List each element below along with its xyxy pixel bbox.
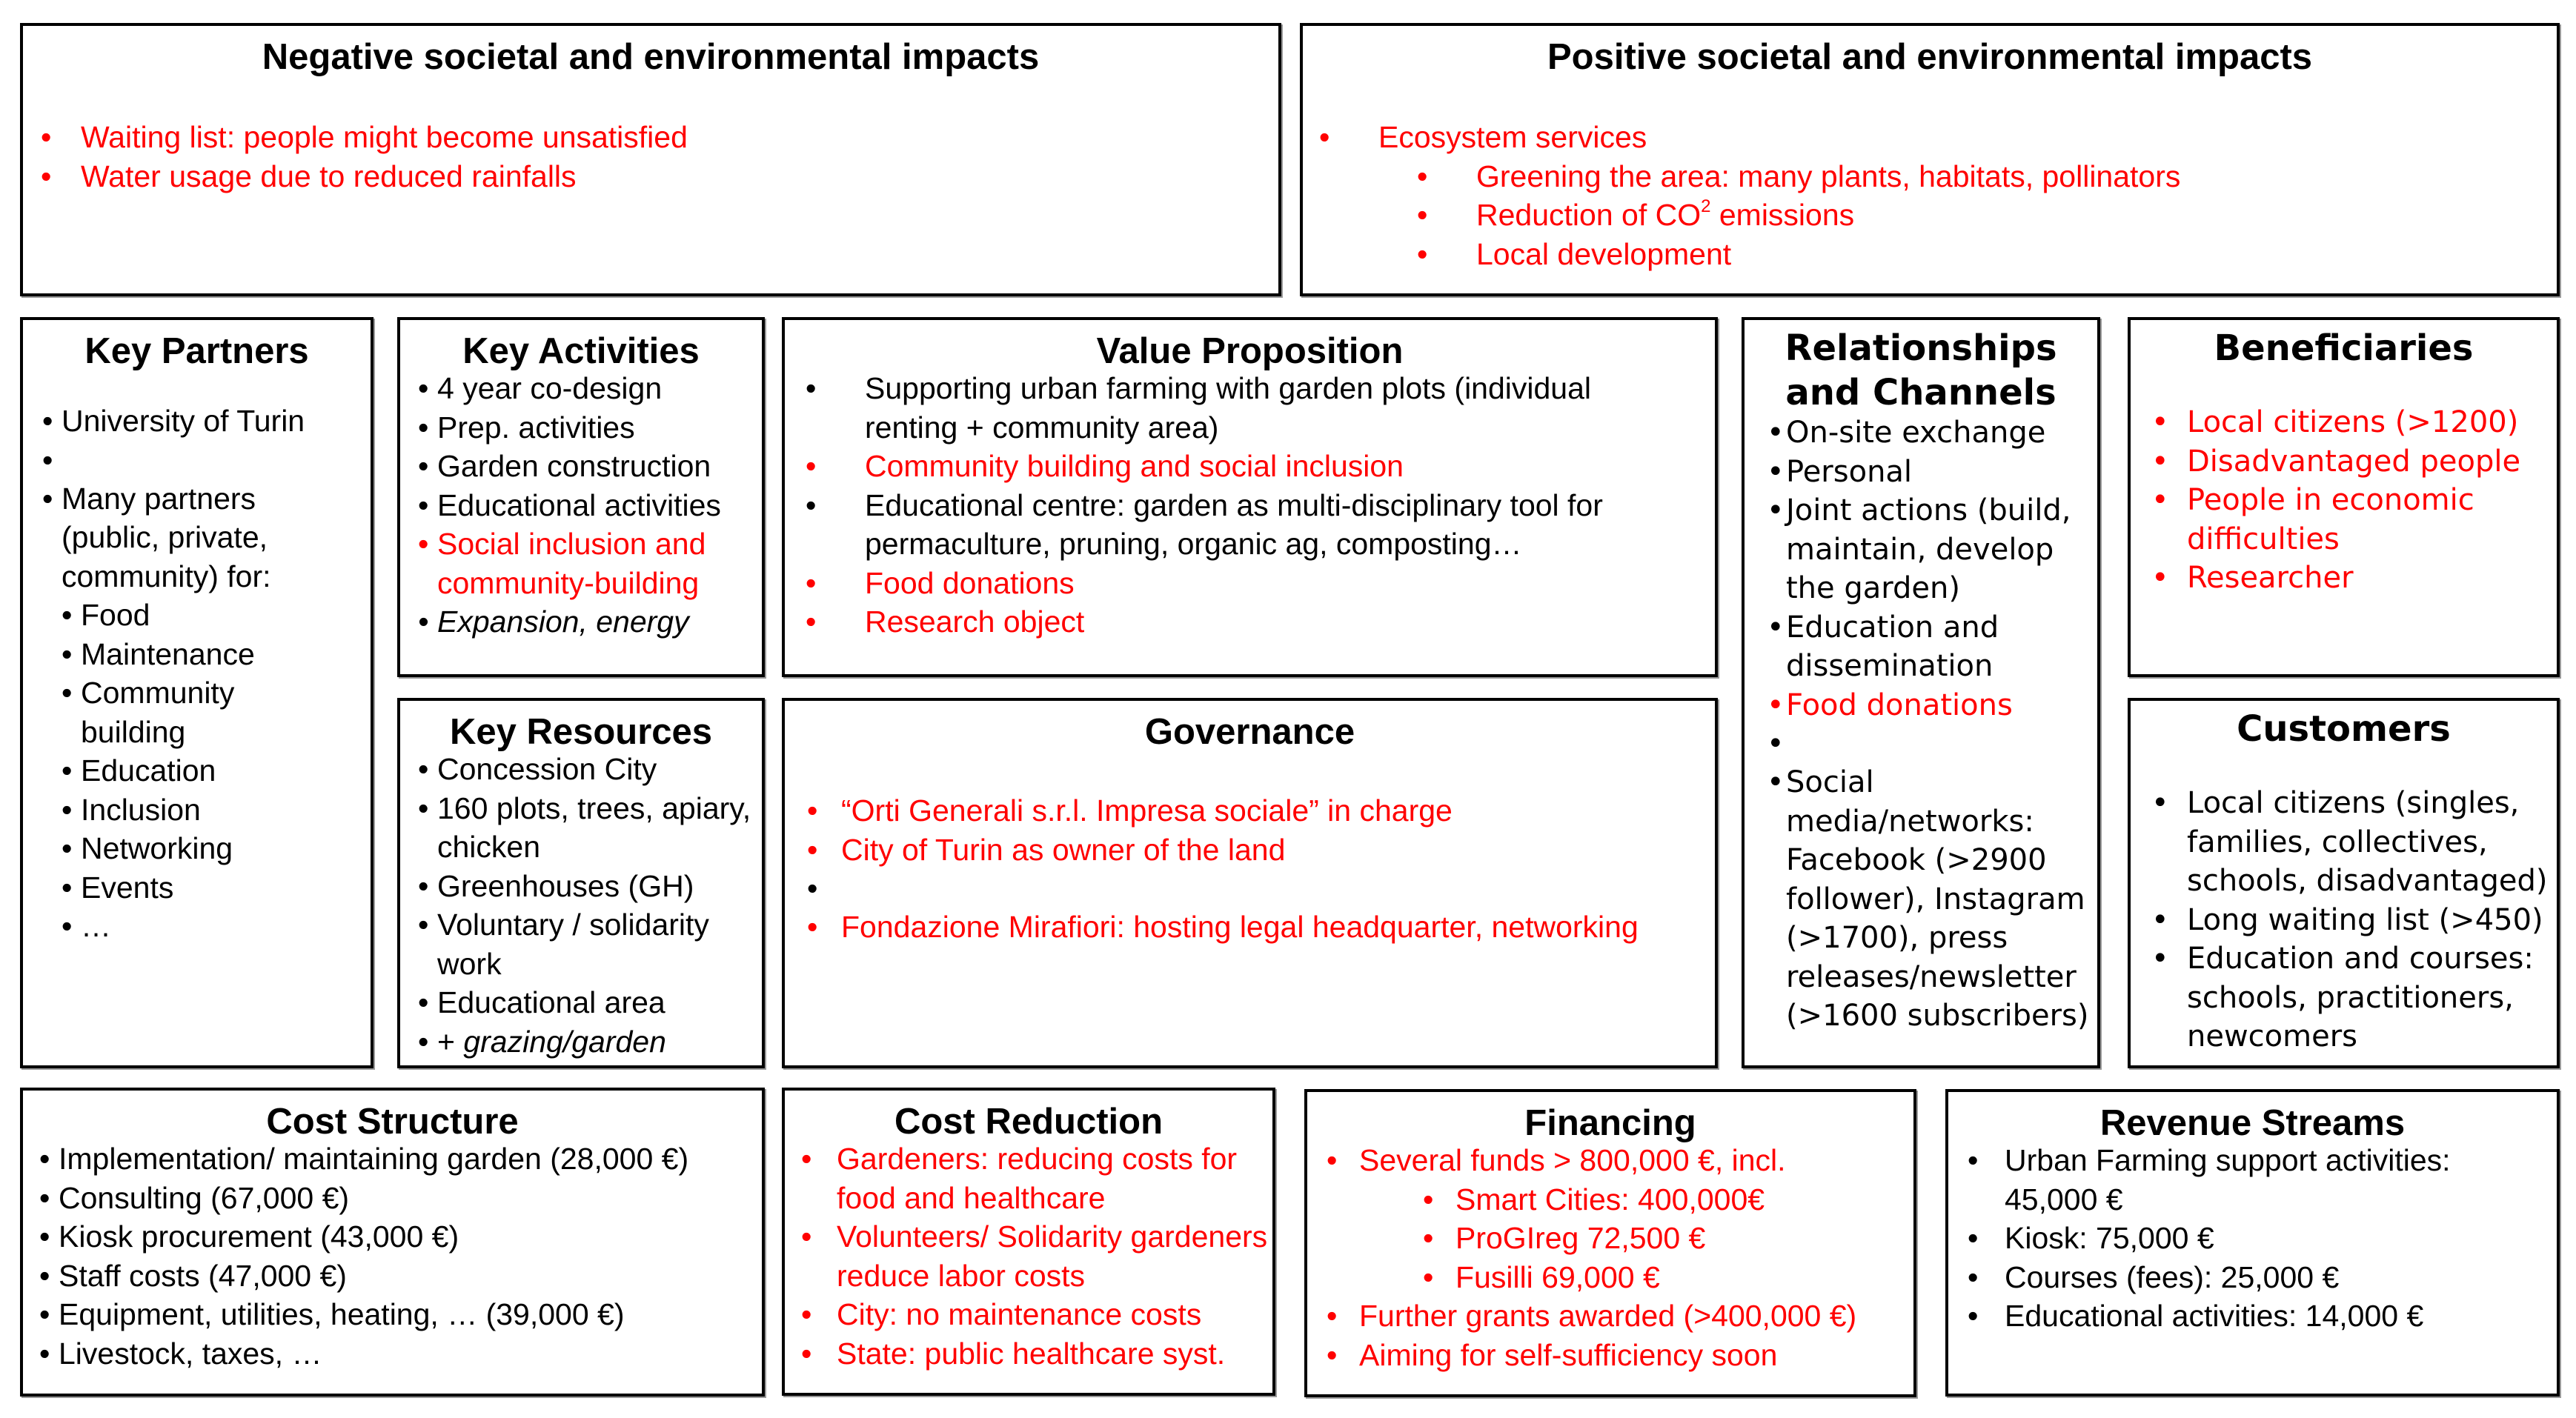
superscript: 2 — [1701, 196, 1711, 216]
financing-box — [1304, 1089, 1916, 1397]
list-item: • 4 year co-design — [418, 369, 751, 408]
spacer — [807, 869, 1696, 908]
revenue-streams-title: Revenue Streams — [2099, 1103, 2406, 1143]
list-item: • Fusilli 69,000 € — [1423, 1258, 1882, 1297]
list-item: • Staff costs (47,000 €) — [39, 1256, 751, 1296]
list-item: • Events — [62, 868, 284, 908]
list-item: • Education and courses: schools, practitioners, newcomers — [2151, 939, 2552, 1056]
list-item: • Urban Farming support activities: 45,000 € — [1968, 1141, 2501, 1219]
list-item: • Prep. activities — [418, 408, 751, 447]
value-proposition-list — [806, 369, 1680, 642]
customers-list — [2151, 784, 2552, 1056]
list-item: • Concession City — [418, 750, 751, 789]
list-item: • Community building — [62, 673, 284, 751]
revenue-streams-box — [1945, 1089, 2560, 1397]
spacer — [42, 441, 353, 479]
governance-box — [782, 698, 1718, 1068]
list-item: • Inclusion — [62, 790, 284, 830]
list-item: • Research object — [806, 602, 1680, 642]
list-item: • Education — [62, 751, 284, 790]
list-item: • Social inclusion and community-building — [418, 525, 751, 602]
list-item: • Consulting (67,000 €) — [39, 1179, 751, 1218]
list-item: • Disadvantaged people — [2151, 442, 2544, 482]
list-item: • Social media/networks: Facebook (>2900 follower), Instagram (>1700), press releases/newsletter (>1600 subscribers) — [1767, 763, 2093, 1036]
customers-box — [2128, 698, 2560, 1068]
key-activities-title: Key Activities — [462, 331, 700, 371]
cost-structure-box — [20, 1088, 765, 1397]
beneficiaries-title: Beneficiaries — [2214, 327, 2474, 369]
list-item: • Educational activities: 14,000 € — [1968, 1296, 2501, 1336]
list-item: • Local citizens (>1200) — [2151, 403, 2544, 442]
beneficiaries-list — [2151, 403, 2544, 598]
list-item: • On-site exchange — [1767, 413, 2093, 453]
list-item: • Maintenance — [62, 635, 284, 674]
key-activities-list — [418, 369, 751, 642]
key-partners-title: Key Partners — [84, 331, 309, 371]
list-item: • Kiosk: 75,000 € — [1968, 1219, 2501, 1258]
list-item: • Local citizens (singles, families, collectives, schools, disadvantaged) — [2151, 784, 2552, 901]
list-item: • Implementation/ maintaining garden (28,000 €) — [39, 1139, 751, 1179]
list-item: • Water usage due to reduced rainfalls — [41, 157, 1278, 196]
beneficiaries-box — [2128, 317, 2560, 677]
key-partners-sublist — [62, 596, 284, 946]
governance-list — [807, 791, 1696, 947]
cost-structure-list — [39, 1139, 751, 1373]
list-item: • City of Turin as owner of the land — [807, 831, 1696, 870]
list-item: • “Orti Generali s.r.l. Impresa sociale” in charge — [807, 791, 1696, 831]
list-item: • Food — [62, 596, 284, 635]
positive-impacts-box — [1300, 23, 2560, 296]
key-partners-list — [42, 402, 353, 596]
list-item — [418, 1022, 751, 1062]
revenue-streams-list — [1968, 1141, 2501, 1336]
customers-title: Customers — [2237, 708, 2451, 750]
list-item: • Expansion, energy — [418, 602, 751, 642]
list-item: • … — [62, 907, 284, 946]
positive-impacts-list — [1319, 118, 2557, 157]
list-item: • Waiting list: people might become unsatisfied — [41, 118, 1278, 157]
list-item: • Greenhouses (GH) — [418, 867, 751, 906]
list-item: • Greening the area: many plants, habitats, pollinators — [1417, 157, 2557, 196]
key-activities-box — [397, 317, 765, 677]
italic-text: grazing/garden — [463, 1024, 666, 1059]
value-proposition-box — [782, 317, 1718, 677]
list-item: • University of Turin — [42, 402, 353, 441]
list-item: • Long waiting list (>450) — [2151, 901, 2552, 940]
list-item: • ProGIreg 72,500 € — [1423, 1219, 1882, 1258]
list-item: • Fondazione Mirafiori: hosting legal headquarter, networking — [807, 908, 1696, 947]
financing-list-2 — [1327, 1296, 1905, 1374]
value-proposition-title: Value Proposition — [1096, 331, 1404, 371]
list-item: • Kiosk procurement (43,000 €) — [39, 1217, 751, 1256]
list-item: • Networking — [62, 829, 284, 868]
list-item: • Equipment, utilities, heating, … (39,000 €) — [39, 1295, 751, 1334]
relationships-channels-title: Relationships and Channels — [1785, 327, 2057, 413]
emissions-text: emissions — [1710, 198, 1855, 232]
financing-sublist — [1423, 1180, 1882, 1297]
key-resources-title: Key Resources — [449, 712, 713, 752]
financing-title: Financing — [1524, 1103, 1696, 1143]
list-item: • Smart Cities: 400,000€ — [1423, 1180, 1882, 1219]
list-item: • Education and dissemination — [1767, 608, 2093, 686]
governance-title: Governance — [1144, 712, 1355, 752]
positive-impacts-title: Positive societal and environmental impacts — [1547, 37, 2313, 77]
list-item: • Personal — [1767, 453, 2093, 492]
list-item: • Food donations — [1767, 686, 2093, 725]
list-item: • Many partners (public, private, community) for: — [42, 479, 353, 596]
list-item: • Livestock, taxes, … — [39, 1334, 751, 1374]
list-item: • Educational centre: garden as multi-disciplinary tool for permaculture, pruning, organic ag, composting… — [806, 486, 1680, 564]
list-item: • Supporting urban farming with garden plots (individual renting + community area) — [806, 369, 1680, 447]
relationships-channels-box — [1742, 317, 2100, 1068]
key-resources-box — [397, 698, 765, 1068]
list-item: • Further grants awarded (>400,000 €) — [1327, 1296, 1905, 1336]
list-item: • Aiming for self-sufficiency soon — [1327, 1336, 1905, 1375]
list-item: • Food donations — [806, 564, 1680, 603]
negative-impacts-box — [20, 23, 1281, 296]
relationships-channels-list — [1767, 413, 2093, 1036]
list-item — [1417, 196, 2557, 235]
list-item: • Researcher — [2151, 559, 2544, 598]
list-item: • Educational activities — [418, 486, 751, 525]
negative-impacts-list — [41, 118, 1278, 196]
plus-text: + — [437, 1024, 464, 1059]
list-item: • Community building and social inclusion — [806, 447, 1680, 486]
financing-list — [1327, 1141, 1905, 1180]
spacer — [1767, 725, 2093, 763]
cost-reduction-list — [801, 1139, 1268, 1373]
list-item: • City: no maintenance costs — [801, 1295, 1268, 1334]
list-item: • Courses (fees): 25,000 € — [1968, 1258, 2501, 1297]
positive-impacts-sublist — [1417, 157, 2557, 274]
list-item: • Volunteers/ Solidarity gardeners reduce labor costs — [801, 1217, 1268, 1295]
list-item: • State: public healthcare syst. — [801, 1334, 1268, 1374]
list-item: • Garden construction — [418, 447, 751, 486]
list-item: • Ecosystem services — [1319, 118, 2557, 157]
list-item: • Several funds > 800,000 €, incl. — [1327, 1141, 1905, 1180]
list-item: • Joint actions (build, maintain, develop the garden) — [1767, 491, 2093, 608]
negative-impacts-title: Negative societal and environmental impacts — [262, 37, 1040, 77]
list-item: • Gardeners: reducing costs for food and healthcare — [801, 1139, 1268, 1217]
cost-reduction-box — [782, 1088, 1275, 1396]
list-item: • Educational area — [418, 983, 751, 1022]
co2-text: Reduction of CO — [1476, 198, 1702, 232]
key-resources-list — [418, 750, 751, 1061]
list-item: • 160 plots, trees, apiary, chicken — [418, 789, 751, 867]
list-item: • Voluntary / solidarity work — [418, 905, 751, 983]
key-partners-box — [20, 317, 374, 1068]
cost-structure-title: Cost Structure — [266, 1102, 519, 1142]
list-item: • People in economic difficulties — [2151, 481, 2544, 559]
cost-reduction-title: Cost Reduction — [894, 1102, 1163, 1142]
list-item: • Local development — [1417, 235, 2557, 274]
